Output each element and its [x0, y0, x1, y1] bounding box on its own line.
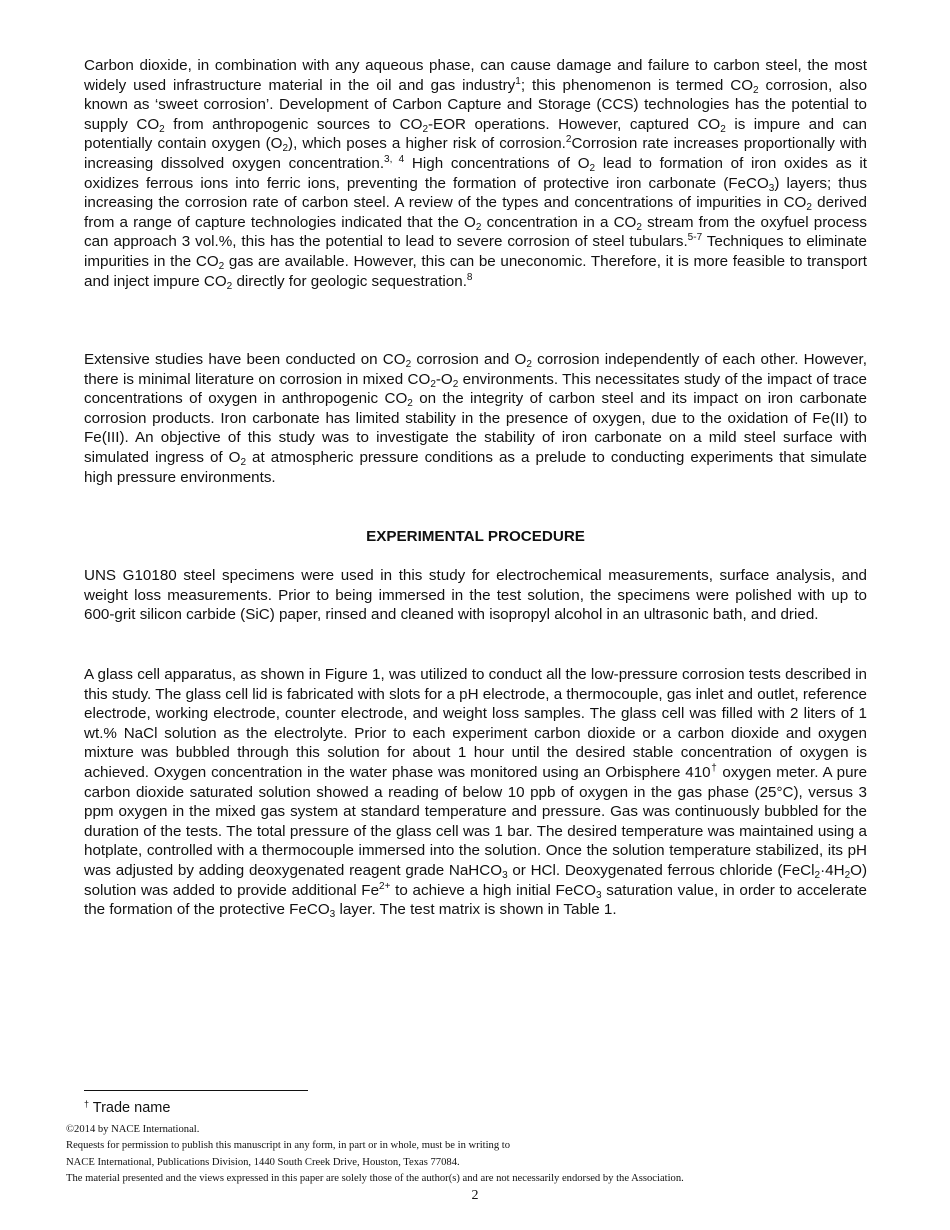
subscript: 3 [502, 869, 508, 881]
text-run: corrosion independently of each other. However, there is minimal literature on corrosion in mixed CO [84, 351, 867, 388]
subscript: 2 [407, 398, 413, 410]
subscript: 2 [526, 359, 532, 370]
disclaimer-line: The material presented and the views expressed in this paper are solely those of the author(s) and are not necessarily endorsed by the Association. [66, 1173, 684, 1185]
text-run: stream from the oxyfuel process can approach 3 vol.%, this has the potential to lead to severe corrosion of steel tubulars. [84, 213, 867, 251]
footnote-divider [84, 1090, 308, 1091]
paragraph-apparatus [84, 665, 867, 920]
citation-superscript: 3, 4 [384, 153, 405, 165]
citation-superscript: 1 [515, 75, 521, 87]
text-run: derived from a range of capture technologies indicated that the O [84, 194, 867, 231]
subscript: 2 [844, 869, 851, 881]
text-run: High concentrations of O [404, 154, 590, 172]
paragraph-text [84, 665, 867, 920]
text-run: corrosion and O [411, 351, 527, 368]
subscript: 2 [422, 123, 428, 135]
paragraph-specimens [84, 566, 867, 625]
text-run: saturation value, in order to accelerate the formation of the protective FeCO [84, 881, 867, 919]
text-run: is impure and can potentially contain oxygen (O [84, 115, 867, 153]
text-run: to achieve a high initial FeCO [390, 881, 596, 899]
subscript: 2 [405, 359, 412, 370]
subscript: 2 [720, 123, 726, 135]
text-run: ·4H [820, 861, 845, 879]
section-heading-experimental-procedure: EXPERIMENTAL PROCEDURE [366, 528, 585, 545]
subscript: 2 [475, 221, 482, 233]
copyright-line: ©2014 by NACE International. [66, 1124, 200, 1135]
address-line: NACE International, Publications Division, 1440 South Creek Drive, Houston, Texas 77084. [66, 1156, 460, 1168]
subscript: 2 [814, 869, 821, 881]
text-run: oxygen meter. A pure carbon dioxide saturated solution showed a reading of below 10 ppb of oxygen in the gas phase (25°C), versus 3 ppm oxygen in the mixed gas system at standard temperature and pressure. Gas was continuously bubbled for the duration of the tests. The total pressure of the glass cell was 1 bar. The desired temperature was maintained using a hotplate, controlled with a thermocouple immersed into the solution. Once the solution temperature stabilized, its pH was adjusted by adding deoxygenated reagent grade NaHCO [84, 763, 868, 879]
text-run: corrosion, also known as ‘sweet corrosion’. Development of Carbon Capture and Storage (CCS) technologies has the potential to supply CO [84, 76, 868, 133]
paragraph-introduction [84, 56, 867, 291]
page-number: 2 [471, 1188, 479, 1203]
text-run: gas are available. However, this can be uneconomic. Therefore, it is more feasible to transport and inject impure CO [84, 252, 867, 290]
subscript: 2 [226, 280, 233, 292]
permission-line: Requests for permission to publish this manuscript in any form, in part or in whole, must be in writing to [66, 1140, 511, 1152]
text-run: lead to formation of iron oxides as it oxidizes ferrous ions into ferric ions, preventing the formation of protective iron carbonate (FeCO [84, 154, 867, 192]
text-run: ) layers; thus increasing the corrosion rate of carbon steel. A review of the types and concentrations of impurities in CO [84, 174, 868, 212]
text-run: Techniques to eliminate impurities in the CO [84, 233, 867, 270]
text-run: O) solution was added to provide additional Fe [84, 861, 867, 899]
text-run: at atmospheric pressure conditions as a prelude to conducting experiments that simulate high pressure environments. [84, 448, 867, 486]
subscript: 2 [589, 162, 596, 174]
text-run: A glass cell apparatus, as shown in Figure 1, was utilized to conduct all the low-pressure corrosion tests described in this study. The glass cell lid is fabricated with slots for a pH electrode, a thermocouple, gas inlet and outlet, reference electrode, working electrode, counter electrode, and weight loss samples. The glass cell was filled with 2 liters of 1 wt.% NaCl solution as the electrolyte. Prior to each experiment carbon dioxide or a carbon dioxide and oxygen mixture was bubbled through this solution for about 1 hour until the desired stable concentration of oxygen is achieved. Oxygen concentration in the water phase was monitored using an Orbisphere 410 [84, 666, 867, 781]
trademark-superscript: † [710, 762, 718, 774]
subscript: 3 [595, 889, 602, 901]
text-run: concentration in a CO [481, 213, 637, 231]
citation-superscript: 2 [565, 134, 572, 146]
paragraph-text [84, 350, 867, 487]
subscript: 2 [636, 221, 642, 233]
text-run: Corrosion rate increases proportionally with increasing dissolved oxygen concentration. [84, 135, 867, 172]
text-run: on the integrity of carbon steel and its impact on iron carbonate corrosion products. Iron carbonate has limited stability in the presence of oxygen, due to the oxidation of Fe(II) to Fe(III). An objective of this study was to investigate the stability of iron carbonate on a mild steel surface with simulated ingress of O [84, 390, 868, 466]
footnote [84, 1099, 170, 1117]
subscript: 3 [768, 182, 775, 194]
text-run: Carbon dioxide, in combination with any aqueous phase, can cause damage and failure to carbon steel, the most widely used infrastructure material in the oil and gas industry [84, 57, 867, 94]
citation-superscript: 8 [466, 271, 473, 283]
footnote-mark: † [84, 1099, 90, 1109]
subscript: 2 [806, 202, 812, 214]
subscript: 2 [282, 143, 289, 155]
text-run: ; this phenomenon is termed CO [520, 76, 754, 94]
paragraph-motivation [84, 350, 867, 487]
text-run: -O [435, 370, 453, 388]
subscript: 2 [218, 260, 225, 272]
superscript: 2+ [379, 880, 391, 892]
text-run: from anthropogenic sources to CO [164, 115, 423, 133]
legal-notice [66, 1122, 926, 1188]
text-run: Extensive studies have been conducted on CO [84, 351, 406, 368]
text-run: -EOR operations. However, captured CO [428, 115, 721, 133]
subscript: 2 [159, 123, 165, 135]
text-run: ), which poses a higher risk of corrosion. [288, 135, 566, 153]
subscript: 2 [240, 456, 247, 468]
paragraph-text: UNS G10180 steel specimens were used in this study for electrochemical measurements, surface analysis, and weight loss measurements. Prior to being immersed in the test solution, the specimens were polished with up to 600-grit silicon carbide (SiC) paper, rinsed and cleaned with isopropyl alcohol in an ultrasonic bath, and dried. [84, 567, 867, 624]
subscript: 2 [452, 378, 459, 390]
citation-superscript: 5-7 [687, 232, 703, 244]
subscript: 2 [430, 378, 436, 390]
paragraph-text [84, 56, 867, 291]
text-run: environments. This necessitates study of the impact of trace concentrations of oxygen in anthropogenic CO [84, 370, 867, 408]
text-run: layer. The test matrix is shown in Table 1. [335, 901, 617, 919]
text-run: or HCl. Deoxygenated ferrous chloride (FeCl [507, 861, 815, 879]
text-run: directly for geologic sequestration. [232, 272, 467, 290]
footnote-text: Trade name [89, 1100, 171, 1116]
subscript: 2 [753, 84, 759, 96]
subscript: 3 [329, 909, 336, 921]
